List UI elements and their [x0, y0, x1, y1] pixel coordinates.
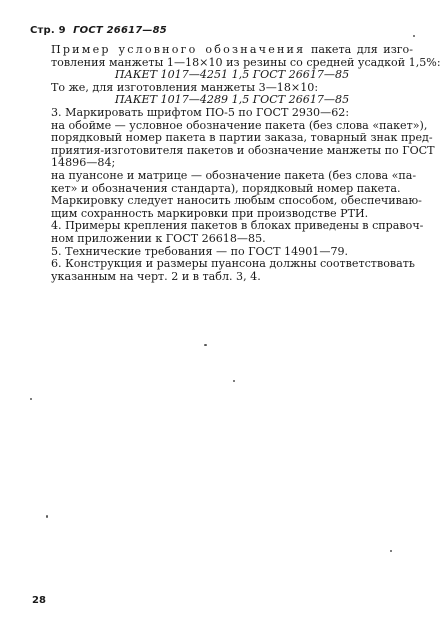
running-header [30, 25, 167, 36]
same-for-line: То же, для изготовления манжеты 3—18×10: [51, 80, 319, 94]
clip-marking-line-4: 14896—84; [51, 156, 116, 170]
clip-marking-line-3: приятия-изготовителя пакетов и обозначение манжеты по ГОСТ [51, 143, 435, 157]
item-6-line-2: указанным на черт. 2 и в табл. 3, 4. [51, 269, 261, 283]
scan-speck [204, 344, 207, 346]
clip-marking-line-1: на обойме — условное обозначение пакета (без слова «пакет»), [51, 118, 428, 132]
example-title: Пример условного обозначения [51, 43, 306, 56]
page-label: Стр. 9 [30, 25, 66, 36]
example-title-line [51, 44, 413, 57]
item-3-heading: 3. Маркировать шрифтом ПО-5 по ГОСТ 2930—62: [51, 105, 350, 119]
designation-1: ПАКЕТ 1017—4251 1,5 ГОСТ 26617—85 [114, 68, 350, 82]
scan-speck [30, 398, 32, 400]
scan-speck [233, 380, 235, 382]
example-line-2: товления манжеты 1—18×10 из резины со средней усадкой 1,5%: [51, 55, 441, 69]
punch-marking-line-2: кет» и обозначения стандарта), порядковый номер пакета. [51, 181, 401, 195]
example-title-rest: пакета для изго- [305, 43, 413, 56]
scan-speck [46, 515, 48, 518]
marking-method-line-1: Маркировку следует наносить любым способом, обеспечиваю- [51, 194, 422, 208]
item-6-line-1: 6. Конструкция и размеры пуансона должны соответствовать [51, 257, 415, 271]
item-5: 5. Технические требования — по ГОСТ 14901—79. [51, 244, 349, 258]
standard-number: ГОСТ 26617—85 [73, 25, 167, 36]
marking-method-line-2: щим сохранность маркировки при производстве РТИ. [51, 206, 369, 220]
item-4-line-1: 4. Примеры крепления пакетов в блоках приведены в справоч- [51, 219, 424, 233]
clip-marking-line-2: порядковый номер пакета в партии заказа, товарный знак пред- [51, 131, 433, 145]
scan-speck [413, 35, 415, 37]
scan-speck [390, 550, 392, 552]
item-4-line-2: ном приложении к ГОСТ 26618—85. [51, 231, 266, 245]
designation-2: ПАКЕТ 1017—4289 1,5 ГОСТ 26617—85 [114, 93, 350, 107]
punch-marking-line-1: на пуансоне и матрице — обозначение пакета (без слова «па- [51, 168, 417, 182]
page-number: 28 [32, 595, 46, 606]
body-text [51, 43, 441, 283]
